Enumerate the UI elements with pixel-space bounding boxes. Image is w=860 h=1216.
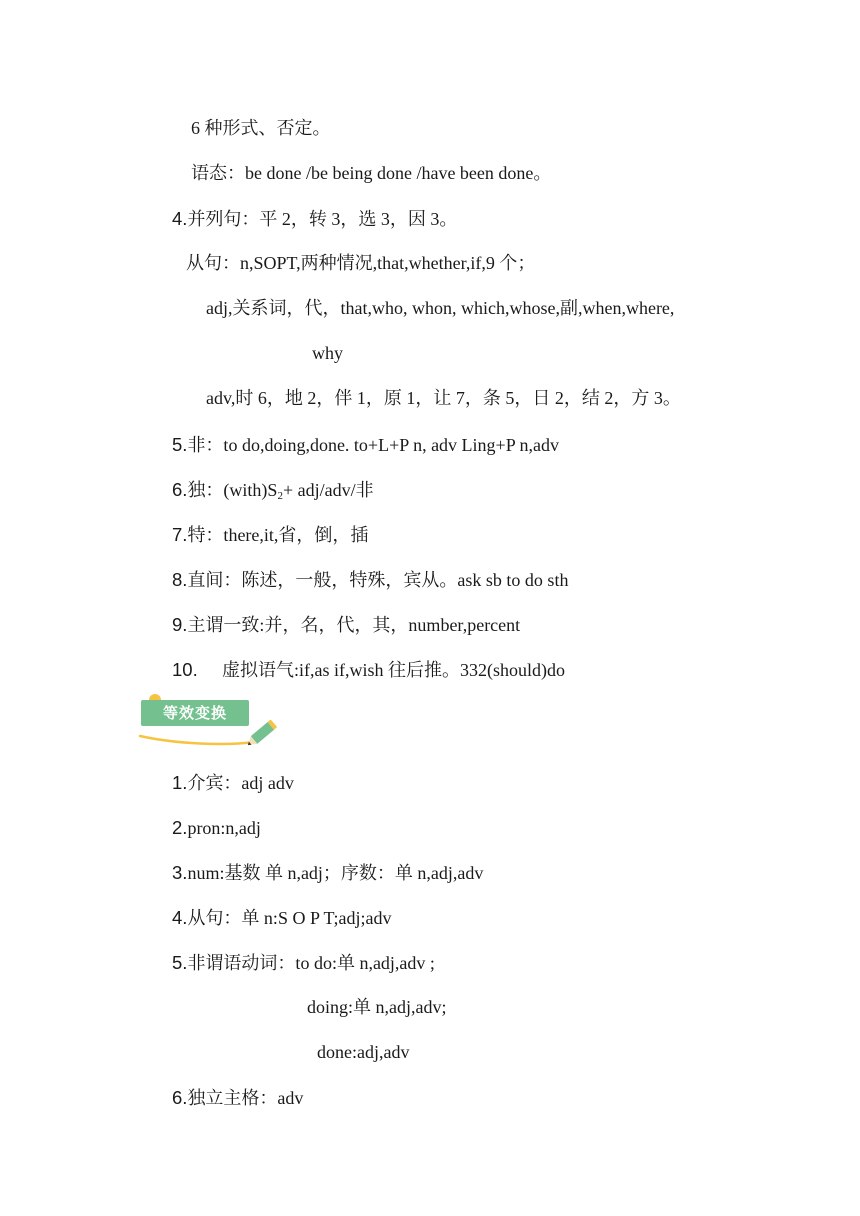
section-heading-label: 等效变换 [141,700,249,726]
list-number: 2. [172,817,188,838]
list-item-nonfinite [172,434,559,456]
list-number: 5. [172,952,188,973]
list-text: 非谓语动词：to do:单 n,adj,adv ; [187,953,435,973]
text-line-why: why [312,343,343,363]
list-text-tail: + adj/adv/非 [282,480,374,500]
list-text: 非：to do,doing,done. to+L+P n, adv Ling+P n,adv [187,435,560,455]
list-text: 并列句：平 2，转 3，选 3，因 3。 [187,209,458,229]
list-item-nonfinite-verb [172,952,435,974]
list-item-prep-phrase [172,772,294,794]
section-heading-badge [136,690,286,752]
subscript: 2 [277,490,283,502]
list-number: 6. [172,1087,188,1108]
text-line-doing: doing:单 n,adj,adv; [307,997,447,1017]
list-item-special [172,524,368,546]
text-line-six-forms: 6 种形式、否定。 [191,118,331,138]
text-line-voice: 语态：be done /be being done /have been done。 [191,163,552,183]
list-text: 介宾：adj adv [187,773,294,793]
text-line-adj-clause: adj,关系词，代，that,who, whon, which,whose,副,when,where, [206,298,675,318]
list-item-compound-sentence [172,208,457,230]
list-text: 独立主格：adv [187,1088,304,1108]
list-item-speech [172,569,568,591]
text-line-done: done:adj,adv [317,1042,410,1062]
list-number: 9. [172,614,188,635]
list-item-pronoun [172,817,261,839]
list-number: 4. [172,208,188,229]
list-item-subjunctive [172,659,565,681]
list-item-absolute [172,479,374,507]
list-text: 特：there,it,省，倒，插 [187,525,369,545]
list-item-clause-equiv [172,907,391,929]
list-text: 从句：单 n:S O P T;adj;adv [187,908,392,928]
list-number: 3. [172,862,188,883]
list-text: pron:n,adj [187,818,261,838]
list-item-agreement [172,614,520,636]
text-line-adv-clause: adv,时 6，地 2，伴 1，原 1，让 7，条 5，日 2，结 2，方 3。 [206,388,681,408]
list-text: 主谓一致:并，名，代，其，number,percent [187,615,521,635]
list-number: 8. [172,569,188,590]
list-number: 1. [172,772,188,793]
list-text: 虚拟语气:if,as if,wish 往后推。332(should)do [222,660,565,680]
list-text: 直间：陈述，一般，特殊，宾从。ask sb to do sth [187,570,569,590]
text-line-clauses: 从句：n,SOPT,两种情况,that,whether,if,9 个； [186,253,536,273]
list-number: 5. [172,434,188,455]
list-number: 10. [172,659,198,680]
list-number: 7. [172,524,188,545]
list-number: 6. [172,479,188,500]
list-text: 独：(with)S [187,480,278,500]
pencil-icon [136,720,286,752]
list-text: num:基数 单 n,adj；序数：单 n,adj,adv [187,863,484,883]
list-number: 4. [172,907,188,928]
list-item-numeral [172,862,483,884]
list-item-absolute-construction [172,1087,303,1109]
